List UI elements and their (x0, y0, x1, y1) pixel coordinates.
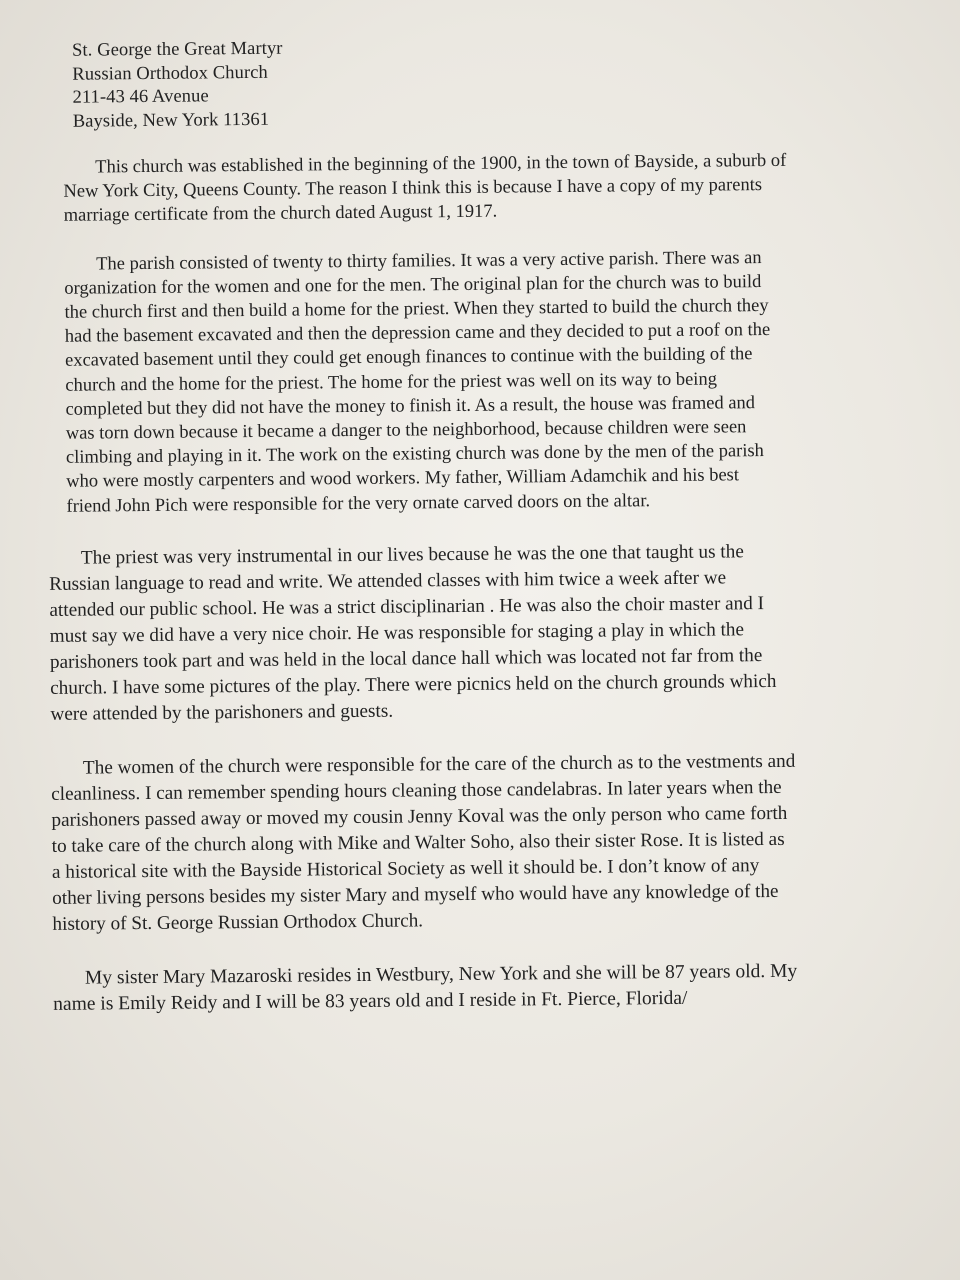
paragraph-line: other living persons besides my sister Mary and myself who would have any knowledge of the (52, 880, 779, 909)
paragraph-line: The women of the church were responsible for the care of the church as to the vestments and (82, 750, 796, 779)
paragraph-line: The priest was very instrumental in our lives because he was the one that taught us the (80, 541, 744, 569)
paragraph-line: attended our public school. He was a strict disciplinarian . He was also the choir master and I (49, 592, 765, 621)
paragraph-line: cleanliness. I can remember spending hours cleaning those candelabras. In later years when the (51, 776, 782, 805)
paragraph-line: to take care of the church along with Mike and Walter Soho, also their sister Rose. It is listed as (51, 828, 785, 857)
paragraph-line: climbing and playing in it. The work on the existing church was done by the men of the parish (65, 441, 764, 469)
paragraph-line: This church was established in the beginning of the 1900, in the town of Bayside, a suburb of (95, 150, 787, 178)
paragraph-line: Russian language to read and write. We attended classes with him twice a week after we (49, 567, 727, 595)
address-line-3: 211-43 46 Avenue (72, 86, 209, 108)
church-address-block (72, 31, 946, 133)
paragraph-line: a historical site with the Bayside Historical Society as well it should be. I don’t know of any (51, 854, 760, 883)
paragraph-line: the church first and then build a home for the priest. When they started to build the church they (64, 296, 769, 323)
paragraph-priest (49, 537, 952, 728)
paragraph-line: excavated basement until they could get enough finances to continue with the building of the (64, 344, 753, 372)
paragraph-line: The parish consisted of twenty to thirty families. It was a very active parish. There was an (96, 247, 762, 275)
paragraph-line: history of St. George Russian Orthodox Church. (52, 910, 424, 935)
paragraph-line: friend John Pich were responsible for the very ornate carved doors on the altar. (66, 490, 651, 517)
paragraph-line: name is Emily Reidy and I will be 83 years old and I reside in Ft. Pierce, Florida/ (53, 987, 688, 1015)
paragraph-parish (64, 244, 950, 519)
paragraph-line: must say we did have a very nice choir. He was responsible for staging a play in which the (49, 619, 745, 647)
letter-page (40, 31, 954, 1017)
paragraph-closing (53, 957, 954, 1018)
paragraph-line: had the basement excavated and then the depression came and they decided to put a roof on the (64, 320, 771, 347)
paragraph-history (63, 147, 947, 228)
paragraph-line: who were mostly carpenters and wood workers. My father, William Adamchik and his best (66, 465, 740, 493)
paragraph-line: parishoners passed away or moved my cousin Jenny Koval was the only person who came forth (51, 802, 788, 831)
address-line-1: St. George the Great Martyr (72, 38, 283, 61)
paragraph-line: completed but they did not have the money to finish it. As a result, the house was framed and (65, 392, 756, 420)
paragraph-line: My sister Mary Mazaroski resides in Westbury, New York and she will be 87 years old. My (84, 960, 798, 989)
paragraph-line: were attended by the parishoners and guests. (50, 700, 394, 725)
address-line-4: Bayside, New York 11361 (72, 109, 270, 132)
paragraph-line: church and the home for the priest. The home for the priest was well on its way to being (65, 369, 718, 396)
paragraph-line: church. I have some pictures of the play. There were picnics held on the church grounds which (50, 670, 777, 699)
paragraph-line: parishoners took part and was held in the local dance hall which was located not far from the (49, 644, 763, 673)
paragraph-line: organization for the women and one for the men. The original plan for the church was to build (64, 271, 762, 299)
paragraph-line: was torn down because it became a danger to the neighborhood, because children were seen (65, 417, 747, 444)
address-line-2: Russian Orthodox Church (72, 62, 268, 85)
paragraph-line: marriage certificate from the church dated August 1, 1917. (63, 202, 498, 227)
paragraph-line: New York City, Queens County. The reason I think this is because I have a copy of my parents (63, 175, 763, 202)
paragraph-women (51, 747, 954, 938)
